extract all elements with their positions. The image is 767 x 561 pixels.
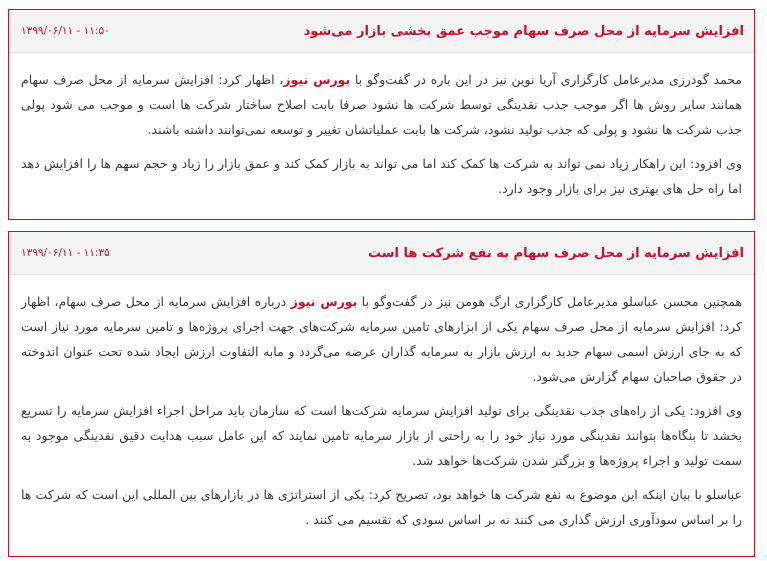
news-card (8, 9, 755, 220)
news-timestamp: ۱۳۹۹/۰۶/۱۱ - ۱۱:۵۰ (21, 25, 110, 37)
news-title[interactable]: افزایش سرمایه از محل صرف سهام موجب عمق بخشی بازار می‌شود (303, 23, 744, 39)
news-card-header (9, 10, 754, 53)
paragraph-text: ، اظهار کرد: افزایش سرمایه از محل صرف سهام همانند سایر روش ها اگر موجب جذب نقدینگی توسط شرکت ها نشود صرفا بابت اصلاح ساختار شرکت ها است و موجب می شود پولی جذب شرکت ها نشود و پولی که جذب تولید نشود، شرکت ها بابت عملیاتشان تغییر و توسعه نمی‌توانند داشته باشند. (21, 72, 742, 137)
news-paragraph (21, 67, 742, 142)
source-link[interactable]: بورس نیوز (283, 72, 351, 87)
news-card-header (9, 232, 754, 275)
paragraph-text: محمد گودرزی مدیرعامل کارگزاری آریا نوین نیز در این باره در گفت‌وگو با (350, 72, 742, 87)
news-card (8, 231, 755, 557)
news-paragraph: عباسلو با بیان اینکه این موضوع به نفع شرکت ها خواهد بود، تصریح کرد: یکی از استراتژی ها در بازارهای بین المللی این است که شرکت ها را بر اساس سودآوری ارزش گذاری می کنند نه بر اساس سودی که تقسیم می کنند . (21, 487, 742, 527)
paragraph-text: درباره افزایش سرمایه از محل صرف سهام، اظهار کرد: افزایش سرمایه از محل صرف سهام یکی از ابزارهای تامین سرمایه شرکت‌های جهت اجرای پروژه‌ها و تامین سرمایه مورد نیاز است که به جای ارزش اسمی سهام جدید به ارزش بازار به سرمایه گذاران عرضه می‌گردد و مابه التفاوت ارزش ایجاد شده تحت عنوان اندوخته در حقوق صاحبان سهام گزارش می‌شود. (21, 294, 742, 384)
news-timestamp: ۱۳۹۹/۰۶/۱۱ - ۱۱:۳۵ (21, 247, 110, 259)
source-link[interactable]: بورس نیوز (290, 294, 358, 309)
news-paragraph: وی افزود: یکی از راه‌های جذب نقدینگی برای تولید افزایش سرمایه شرکت‌ها است که سازمان باید مراحل اجراء افزایش سرمایه را تسریع بخشد تا بنگاه‌ها بتوانند نقدینگی مورد نیاز خود را به راحتی از بازار سرمایه تامین نمایند که این عامل سبب هدایت دقیق نقدینگی موجود به سمت تولید و اجراء پروژه‌ها و بزرگتر شدن شرکت‌ها خواهد شد. (21, 403, 742, 468)
paragraph-text: همچنین محسن عباسلو مدیرعامل کارگزاری ارگ هومن نیز در گفت‌وگو با (357, 294, 743, 309)
news-title[interactable]: افزایش سرمایه از محل صرف سهام به نفع شرکت ها است (367, 245, 744, 261)
news-body (9, 275, 754, 532)
news-body (9, 53, 754, 201)
news-paragraph (21, 289, 742, 389)
news-paragraph: وی افزود: این راهکار زیاد نمی تواند به شرکت ها کمک کند اما می تواند به بازار کمک کند و عمق بازار را زیاد و حجم سهم ها را افزایش دهد اما راه حل های بهتری نیز برای بازار وجود دارد. (21, 156, 742, 196)
